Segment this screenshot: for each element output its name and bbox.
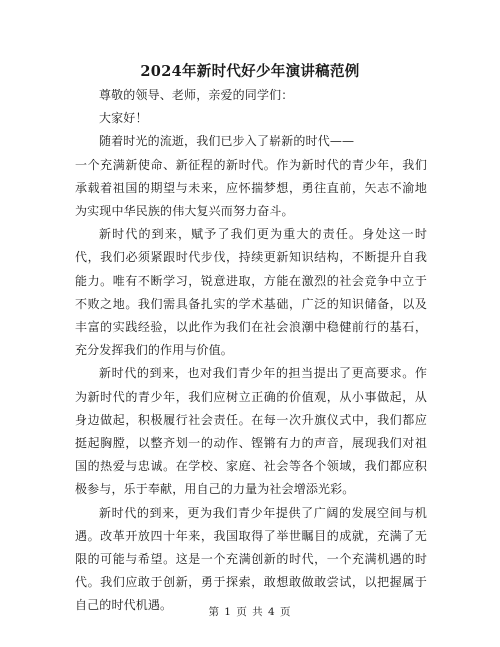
paragraph-2: 新时代的到来，赋予了我们更为重大的责任。身处这一时代，我们必须紧跟时代步伐，持续更新知识结构，不断提升自我能力。唯有不断学习，锐意进取，方能在激烈的社会竞争中立于不败之地。我们需具备扎实的学术基础，广泛的知识储备，以及丰富的实践经验，以此作为我们在社会浪潮中稳健前行的基石，充分发挥我们的作用与价值。 <box>75 227 427 358</box>
paragraph-3: 新时代的到来，也对我们青少年的担当提出了更高要求。作为新时代的青少年，我们应树立正确的价值观，从小事做起，从身边做起，积极履行社会责任。在每一次升旗仪式中，我们都应挺起胸膛，以整齐划一的动作、铿锵有力的声音，展现我们对祖国的热爱与忠诚。在学校、家庭、社会等各个领域，我们都应积极参与，乐于奉献，用自己的力量为社会增添光彩。 <box>75 366 427 497</box>
greeting: 尊敬的领导、老师，亲爱的同学们： <box>99 88 294 102</box>
paragraph-1-continuation: 一个充满新使命、新征程的新时代。作为新时代的青少年，我们承载着祖国的期望与未来，应怀揣梦想，勇往直前，矢志不渝地为实现中华民族的伟大复兴而努力奋斗。 <box>75 157 427 219</box>
paragraph-4: 新时代的到来，更为我们青少年提供了广阔的发展空间与机遇。改革开放四十年来，我国取得了举世瞩目的成就，充满了无限的可能与希望。这是一个充满创新的时代，一个充满机遇的时代。我们应敢于创新，勇于探索，敢想敢做敢尝试，以把握属于自己的时代机遇。 <box>75 505 427 613</box>
document-body <box>75 84 427 618</box>
paragraph-1-line-1: 随着时光的流逝，我们已步入了崭新的时代—— <box>99 134 355 149</box>
page-number-footer: 第 1 页 共 4 页 <box>208 606 292 618</box>
document-title: 2024年新时代好少年演讲稿范例 <box>140 63 360 80</box>
salutation: 大家好！ <box>99 111 148 126</box>
